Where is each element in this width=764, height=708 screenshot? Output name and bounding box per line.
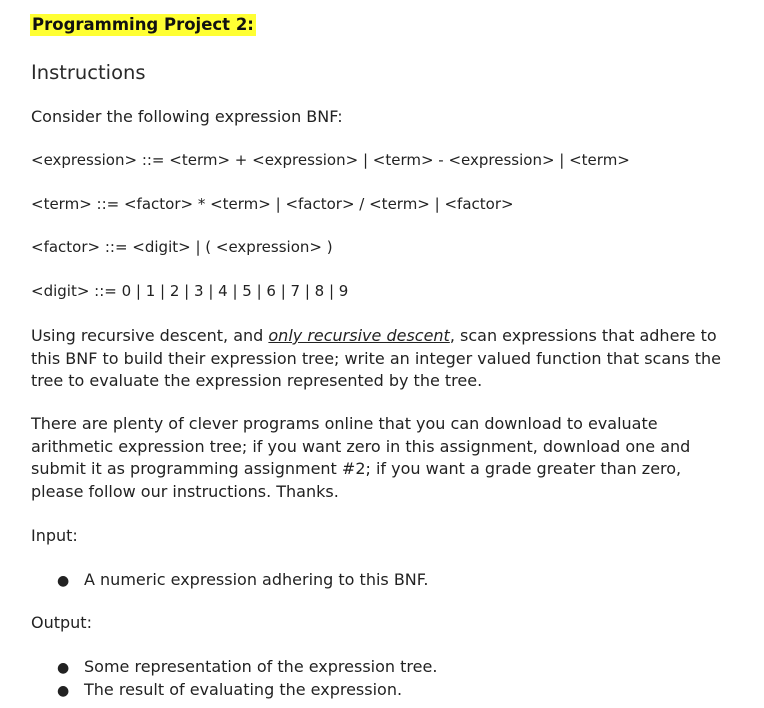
output-label: Output: (31, 613, 92, 632)
bullet-icon: ● (57, 660, 70, 676)
emphasized-phrase: only recursive descent (268, 326, 450, 345)
bullet-icon: ● (57, 573, 70, 589)
warning-paragraph: There are plenty of clever programs online that you can download to evaluate arithmetic expression tree; if you want zero in this assignment, download one and submit it as programming assignment #2; if you want a grade greater than zero, please follow our instructions. Thanks. (31, 414, 691, 501)
input-label: Input: (31, 526, 78, 545)
output-item-text: The result of evaluating the expression. (84, 680, 403, 699)
output-item-text: Some representation of the expression tree. (84, 657, 438, 676)
page-title: Programming Project 2: (32, 15, 254, 34)
bullet-icon: ● (57, 683, 70, 699)
intro-text: Consider the following expression BNF: (31, 107, 343, 126)
input-item-text: A numeric expression adhering to this BNF. (84, 570, 429, 589)
bnf-digit-rule: <digit> ::= 0 | 1 | 2 | 3 | 4 | 5 | 6 | 7 | 8 | 9 (31, 282, 349, 300)
bnf-factor-rule: <factor> ::= <digit> | ( <expression> ) (31, 238, 333, 256)
paragraph-text-start: Using recursive descent, and (31, 326, 269, 345)
paragraph-text-end: , scan expressions that adhere to this BNF to build their expression tree; write an integer valued function that scans the tree to evaluate the expression represented by the tree. (31, 326, 721, 390)
bnf-term-rule: <term> ::= <factor> * <term> | <factor> / <term> | <factor> (31, 195, 514, 213)
input-list-item (57, 570, 428, 589)
bnf-expression-rule: <expression> ::= <term> + <expression> | <term> - <expression> | <term> (31, 151, 630, 169)
instructions-paragraph (31, 325, 736, 393)
section-heading: Instructions (31, 61, 146, 84)
output-list-item (57, 657, 437, 676)
output-list-item (57, 680, 402, 699)
